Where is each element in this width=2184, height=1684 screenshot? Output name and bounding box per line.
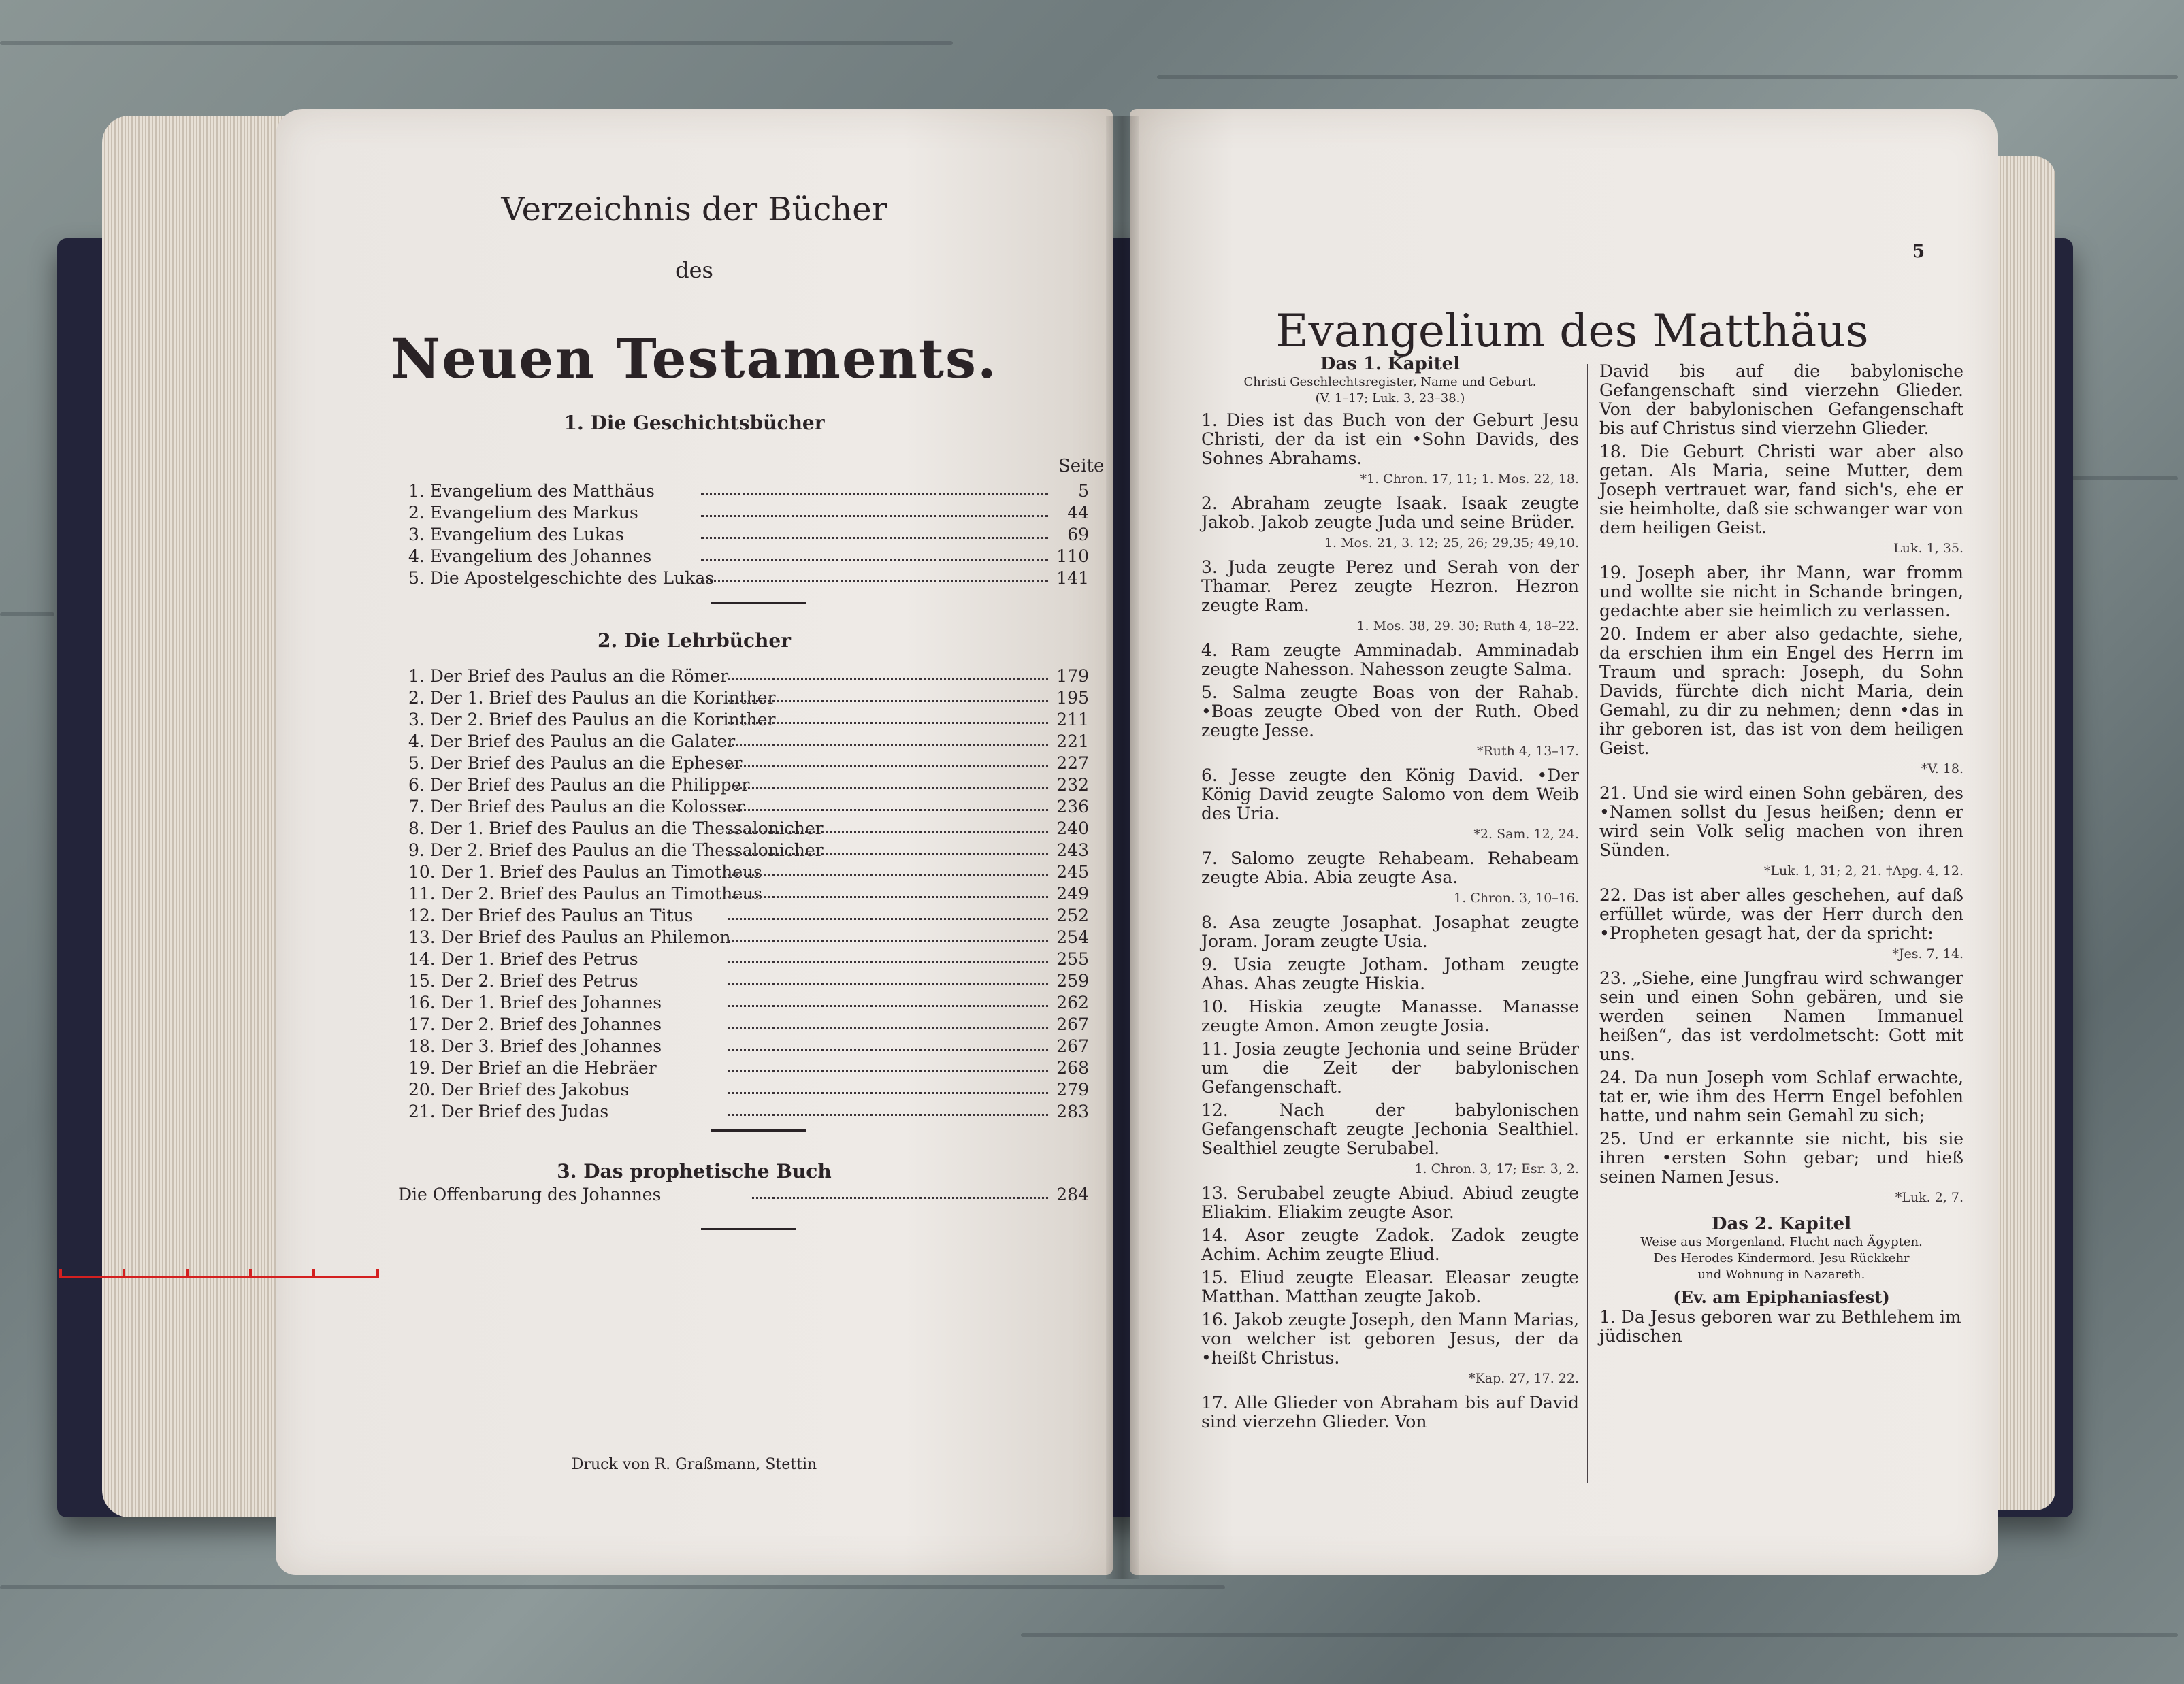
column1-verses [1201,411,1579,1432]
verse: 25. Und er erkannte sie nicht, bis sie ihren •ersten Sohn gebar; und hieß seinen Namen Jesus. [1599,1129,1963,1187]
verse: 7. Salomo zeugte Rehabeam. Rehabeam zeugte Abia. Abia zeugte Asa. [1201,848,1579,887]
toc-entry-page: 255 [1056,949,1089,969]
toc-entry [408,796,1089,818]
scale-tick [123,1269,125,1278]
toc-entry [408,861,1089,883]
toc-entry [408,927,1089,948]
toc-entry-page: 249 [1056,884,1089,904]
verse: 8. Asa zeugte Josaphat. Josaphat zeugte Joram. Joram zeugte Usia. [1201,912,1579,951]
toc-leader-dots [701,493,1048,495]
text-column-2 [1599,362,1963,1346]
toc-entry-page: 267 [1056,1014,1089,1034]
verse: 19. Joseph aber, ihr Mann, war fromm und wollte sie nicht in Schande bringen, gedachte aber sie heimlich zu verlassen. [1599,563,1963,621]
toc-entry [408,1057,1089,1079]
verse: 5. Salma zeugte Boas von der Rahab. •Boas zeugte Obed von der Ruth. Obed zeugte Jesse. [1201,682,1579,740]
toc-entry-label: 10. Der 1. Brief des Paulus an Timotheus [408,862,762,882]
toc-entry-label: 6. Der Brief des Paulus an die Philipper [408,775,750,795]
toc-entry-label: 5. Die Apostelgeschichte des Lukas [408,568,715,588]
scale-tick [59,1269,62,1278]
toc-entry-label: 7. Der Brief des Paulus an die Kolosser [408,797,745,816]
toc-entry-label: 4. Evangelium des Johannes [408,546,652,566]
verse: 14. Asor zeugte Zadok. Zadok zeugte Achim. Achim zeugte Eliud. [1201,1225,1579,1264]
verse-cross-reference: *2. Sam. 12, 24. [1473,827,1579,842]
toc-leader-dots [701,580,1048,582]
chapter1-subref: (V. 1–17; Luk. 3, 23–38.) [1315,391,1465,406]
verse-cross-reference: 1. Mos. 21, 3. 12; 25, 26; 29,35; 49,10. [1324,535,1579,550]
toc-entry-label: Die Offenbarung des Johannes [398,1185,662,1204]
toc-entry-page: 195 [1056,688,1089,708]
toc-leader-dots [728,1005,1048,1007]
toc-entry-label: 19. Der Brief an die Hebräer [408,1058,657,1078]
toc-leader-dots [728,700,1048,702]
toc-leader-dots [728,809,1048,811]
toc-entry-label: 4. Der Brief des Paulus an die Galater [408,731,736,751]
toc-section3-list [398,1184,1089,1206]
toc-entry-page: 267 [1056,1036,1089,1056]
toc-entry-page: 283 [1056,1102,1089,1121]
toc-entry-page: 252 [1056,906,1089,925]
toc-leader-dots [728,765,1048,767]
chapter2-subtitle-2: Des Herodes Kindermord. Jesu Rückkehr [1653,1251,1910,1266]
scale-tick [376,1269,379,1278]
verse: 1. Dies ist das Buch von der Geburt Jesu Christi, der da ist ein •Sohn Davids, des Sohnes Abrahams. [1201,410,1579,468]
toc-entry-page: 268 [1056,1058,1089,1078]
toc-entry-page: 211 [1056,710,1089,729]
toc-entry [408,1101,1089,1123]
text-column-1 [1201,354,1579,1436]
toc-entry-page: 44 [1067,503,1089,523]
toc-entry-page: 227 [1056,753,1089,773]
verse: 15. Eliud zeugte Eleasar. Eleasar zeugte Matthan. Matthan zeugte Jakob. [1201,1268,1579,1306]
toc-leader-dots [701,559,1048,561]
divider-2 [711,1129,806,1132]
toc-leader-dots [701,515,1048,517]
toc-leader-dots [728,722,1048,724]
toc-entry-label: 1. Der Brief des Paulus an die Römer [408,666,729,686]
toc-leader-dots [728,1092,1048,1094]
verse: 20. Indem er aber also gedachte, siehe, da erschien ihm ein Engel des Herrn im Traum und sprach: Joseph, du Sohn Davids, fürchte dich nicht Maria, dein Gemahl, zu dir zu nehmen; denn •das in ihr geboren ist, das ist von dem heiligen Geist. [1599,624,1963,758]
section2-title: 2. Die Lehrbücher [598,629,791,652]
toc-entry-page: 236 [1056,797,1089,816]
toc-entry-page: 141 [1056,568,1089,588]
verse: 12. Nach der babylonischen Gefangenschaft zeugte Jechonia Sealthiel. Sealthiel zeugte Serubabel. [1201,1100,1579,1158]
toc-title: Neuen Testaments. [391,327,998,391]
verse: 17. Alle Glieder von Abraham bis auf David sind vierzehn Glieder. Von [1201,1393,1579,1432]
verse-cross-reference: *Jes. 7, 14. [1892,946,1963,961]
toc-entry [408,731,1089,753]
toc-entry-page: 221 [1056,731,1089,751]
toc-entry-label: 13. Der Brief des Paulus an Philemon [408,927,731,947]
toc-entry [408,1014,1089,1036]
seite-label: Seite [1058,456,1105,476]
toc-entry-page: 5 [1078,481,1089,501]
toc-entry-page: 232 [1056,775,1089,795]
book-gutter [1106,116,1139,1579]
toc-entry-label: 2. Der 1. Brief des Paulus an die Korinther [408,688,776,708]
toc-leader-dots [728,1027,1048,1029]
toc-entry [408,709,1089,731]
chapter1-heading: Das 1. Kapitel [1320,354,1461,374]
verse: 16. Jakob zeugte Joseph, den Mann Marias, von welcher ist geboren Jesus, der da •heißt Christus. [1201,1310,1579,1368]
section3-title: 3. Das prophetische Buch [557,1160,832,1183]
printer-imprint: Druck von R. Graßmann, Stettin [571,1456,817,1473]
toc-leader-dots [728,940,1048,942]
toc-entry-label: 3. Der 2. Brief des Paulus an die Korinther [408,710,776,729]
toc-entry [398,1184,1089,1206]
toc-leader-dots [728,787,1048,789]
verse: 6. Jesse zeugte den König David. •Der König David zeugte Salomo von dem Weib des Uria. [1201,765,1579,823]
toc-leader-dots [728,874,1048,876]
verse: 2. Abraham zeugte Isaak. Isaak zeugte Jakob. Jakob zeugte Juda und seine Brüder. [1201,493,1579,532]
verse-cross-reference: 1. Chron. 3, 10–16. [1454,891,1579,906]
toc-entry-label: 9. Der 2. Brief des Paulus an die Thessalonicher [408,840,824,860]
toc-leader-dots [728,831,1048,833]
verse-cross-reference: *Luk. 1, 31; 2, 21. †Apg. 4, 12. [1763,863,1963,878]
chapter1-subtitle: Christi Geschlechtsregister, Name und Geburt. [1243,375,1537,389]
verse: 24. Da nun Joseph vom Schlaf erwachte, tat er, wie ihm des Herrn Engel befohlen hatte, und nahm sein Gemahl zu sich; [1599,1068,1963,1125]
toc-heading-line1: Verzeichnis der Bücher [501,191,887,229]
toc-entry [408,840,1089,861]
verse: 23. „Siehe, eine Jungfrau wird schwanger sein und einen Sohn gebären, und sie werden seinen Namen Immanuel heißen“, das ist verdolmetscht: Gott mit uns. [1599,968,1963,1064]
toc-entry-page: 240 [1056,819,1089,838]
toc-leader-dots [728,918,1048,920]
column-divider [1587,364,1588,1483]
toc-entry-label: 5. Der Brief des Paulus an die Epheser [408,753,743,773]
toc-entry-page: 110 [1056,546,1089,566]
toc-entry-label: 12. Der Brief des Paulus an Titus [408,906,694,925]
toc-entry-label: 3. Evangelium des Lukas [408,525,624,544]
verse-cross-reference: *1. Chron. 17, 11; 1. Mos. 22, 18. [1360,472,1579,486]
toc-entry-page: 179 [1056,666,1089,686]
chapter2-pericope: (Ev. am Epiphaniasfest) [1673,1287,1890,1307]
verse: 21. Und sie wird einen Sohn gebären, des •Namen sollst du Jesus heißen; denn er wird sein Volk selig machen von ihren Sünden. [1599,783,1963,860]
verse: 9. Usia zeugte Jotham. Jotham zeugte Ahas. Ahas zeugte Hiskia. [1201,955,1579,993]
verse-cross-reference: *Kap. 27, 17. 22. [1469,1371,1579,1386]
toc-entry-page: 279 [1056,1080,1089,1100]
section1-title: 1. Die Geschichtsbücher [564,412,825,434]
divider-1 [711,602,806,604]
toc-entry-label: 16. Der 1. Brief des Johannes [408,993,662,1012]
toc-entry-label: 1. Evangelium des Matthäus [408,481,655,501]
chapter2-heading: Das 2. Kapitel [1711,1214,1852,1234]
toc-section2-list [408,665,1089,1123]
toc-leader-dots [728,1049,1048,1051]
toc-entry-label: 2. Evangelium des Markus [408,503,638,523]
verse: David bis auf die babylonische Gefangenschaft sind vierzehn Glieder. Von der babylonischen Gefangenschaft bis auf Christus sind vierzehn Glieder. [1599,361,1963,438]
toc-entry-page: 262 [1056,993,1089,1012]
toc-leader-dots [701,537,1048,539]
page-number: 5 [1912,242,1925,262]
chapter2-subtitle-3: und Wohnung in Nazareth. [1697,1268,1865,1282]
toc-entry-page: 243 [1056,840,1089,860]
verse-cross-reference: *V. 18. [1921,761,1963,776]
toc-entry-label: 14. Der 1. Brief des Petrus [408,949,638,969]
verse-cross-reference: 1. Mos. 38, 29. 30; Ruth 4, 18–22. [1356,618,1579,633]
scale-tick [312,1269,315,1278]
gospel-title: Evangelium des Matthäus [1275,305,1869,357]
scale-bar [59,1276,379,1278]
toc-entry [408,1036,1089,1057]
toc-entry [408,970,1089,992]
toc-entry-page: 254 [1056,927,1089,947]
toc-entry [408,992,1089,1014]
column2-verses [1599,362,1963,1207]
toc-heading-line2: des [675,257,713,283]
toc-entry-label: 17. Der 2. Brief des Johannes [408,1014,662,1034]
toc-entry [408,818,1089,840]
toc-leader-dots [728,744,1048,746]
toc-entry [408,753,1089,774]
scale-tick [186,1269,189,1278]
toc-entry-page: 245 [1056,862,1089,882]
verse: 4. Ram zeugte Amminadab. Amminadab zeugte Nahesson. Nahesson zeugte Salma. [1201,640,1579,679]
verse: 11. Josia zeugte Jechonia und seine Brüder um die Zeit der babylonischen Gefangenschaft. [1201,1039,1579,1097]
toc-leader-dots [728,1070,1048,1072]
verse-cross-reference: *Ruth 4, 13–17. [1476,744,1579,759]
toc-entry-label: 8. Der 1. Brief des Paulus an die Thessalonicher [408,819,824,838]
scale-tick [249,1269,252,1278]
toc-entry-label: 15. Der 2. Brief des Petrus [408,971,638,991]
toc-entry [408,567,1089,589]
toc-entry-label: 21. Der Brief des Judas [408,1102,609,1121]
right-page-edges [1987,156,2055,1510]
toc-leader-dots [728,678,1048,680]
verse: 22. Das ist aber alles geschehen, auf daß erfüllet würde, was der Herr durch den •Propheten gesagt hat, der da spricht: [1599,885,1963,943]
toc-entry [408,546,1089,567]
verse-cross-reference: 1. Chron. 3, 17; Esr. 3, 2. [1414,1161,1579,1176]
toc-leader-dots [752,1197,1048,1199]
toc-entry [408,883,1089,905]
toc-entry-page: 69 [1067,525,1089,544]
toc-leader-dots [728,983,1048,985]
toc-entry-label: 20. Der Brief des Jakobus [408,1080,630,1100]
toc-leader-dots [728,896,1048,898]
toc-entry-page: 259 [1056,971,1089,991]
toc-entry [408,774,1089,796]
toc-section1-list [408,480,1089,589]
toc-entry [408,905,1089,927]
left-page-edges [102,116,286,1517]
verse-cross-reference: *Luk. 2, 7. [1895,1190,1963,1205]
verse-cross-reference: Luk. 1, 35. [1893,541,1963,556]
toc-leader-dots [728,853,1048,855]
toc-entry [408,687,1089,709]
verse: 10. Hiskia zeugte Manasse. Manasse zeugte Amon. Amon zeugte Josia. [1201,997,1579,1036]
chapter2-subtitle-1: Weise aus Morgenland. Flucht nach Ägypten. [1640,1235,1923,1249]
toc-leader-dots [728,1114,1048,1116]
toc-entry-page: 284 [1056,1185,1089,1204]
toc-entry-label: 18. Der 3. Brief des Johannes [408,1036,662,1056]
toc-entry [408,1079,1089,1101]
verse: 18. Die Geburt Christi war aber also getan. Als Maria, seine Mutter, dem Joseph vertrauet war, fand sich's, ehe er sie heimholte, daß sie schwanger war von dem heiligen Geist. [1599,442,1963,538]
toc-entry [408,480,1089,502]
divider-3 [701,1228,796,1230]
verse: 13. Serubabel zeugte Abiud. Abiud zeugte Eliakim. Eliakim zeugte Asor. [1201,1183,1579,1222]
toc-entry [408,948,1089,970]
toc-entry [408,665,1089,687]
toc-leader-dots [728,961,1048,963]
toc-entry [408,502,1089,524]
toc-entry-label: 11. Der 2. Brief des Paulus an Timotheus [408,884,762,904]
verse: 3. Juda zeugte Perez und Serah von der Thamar. Perez zeugte Hezron. Hezron zeugte Ram. [1201,557,1579,615]
toc-entry [408,524,1089,546]
chapter2-verse-1: 1. Da Jesus geboren war zu Bethlehem im jüdischen [1599,1307,1961,1346]
